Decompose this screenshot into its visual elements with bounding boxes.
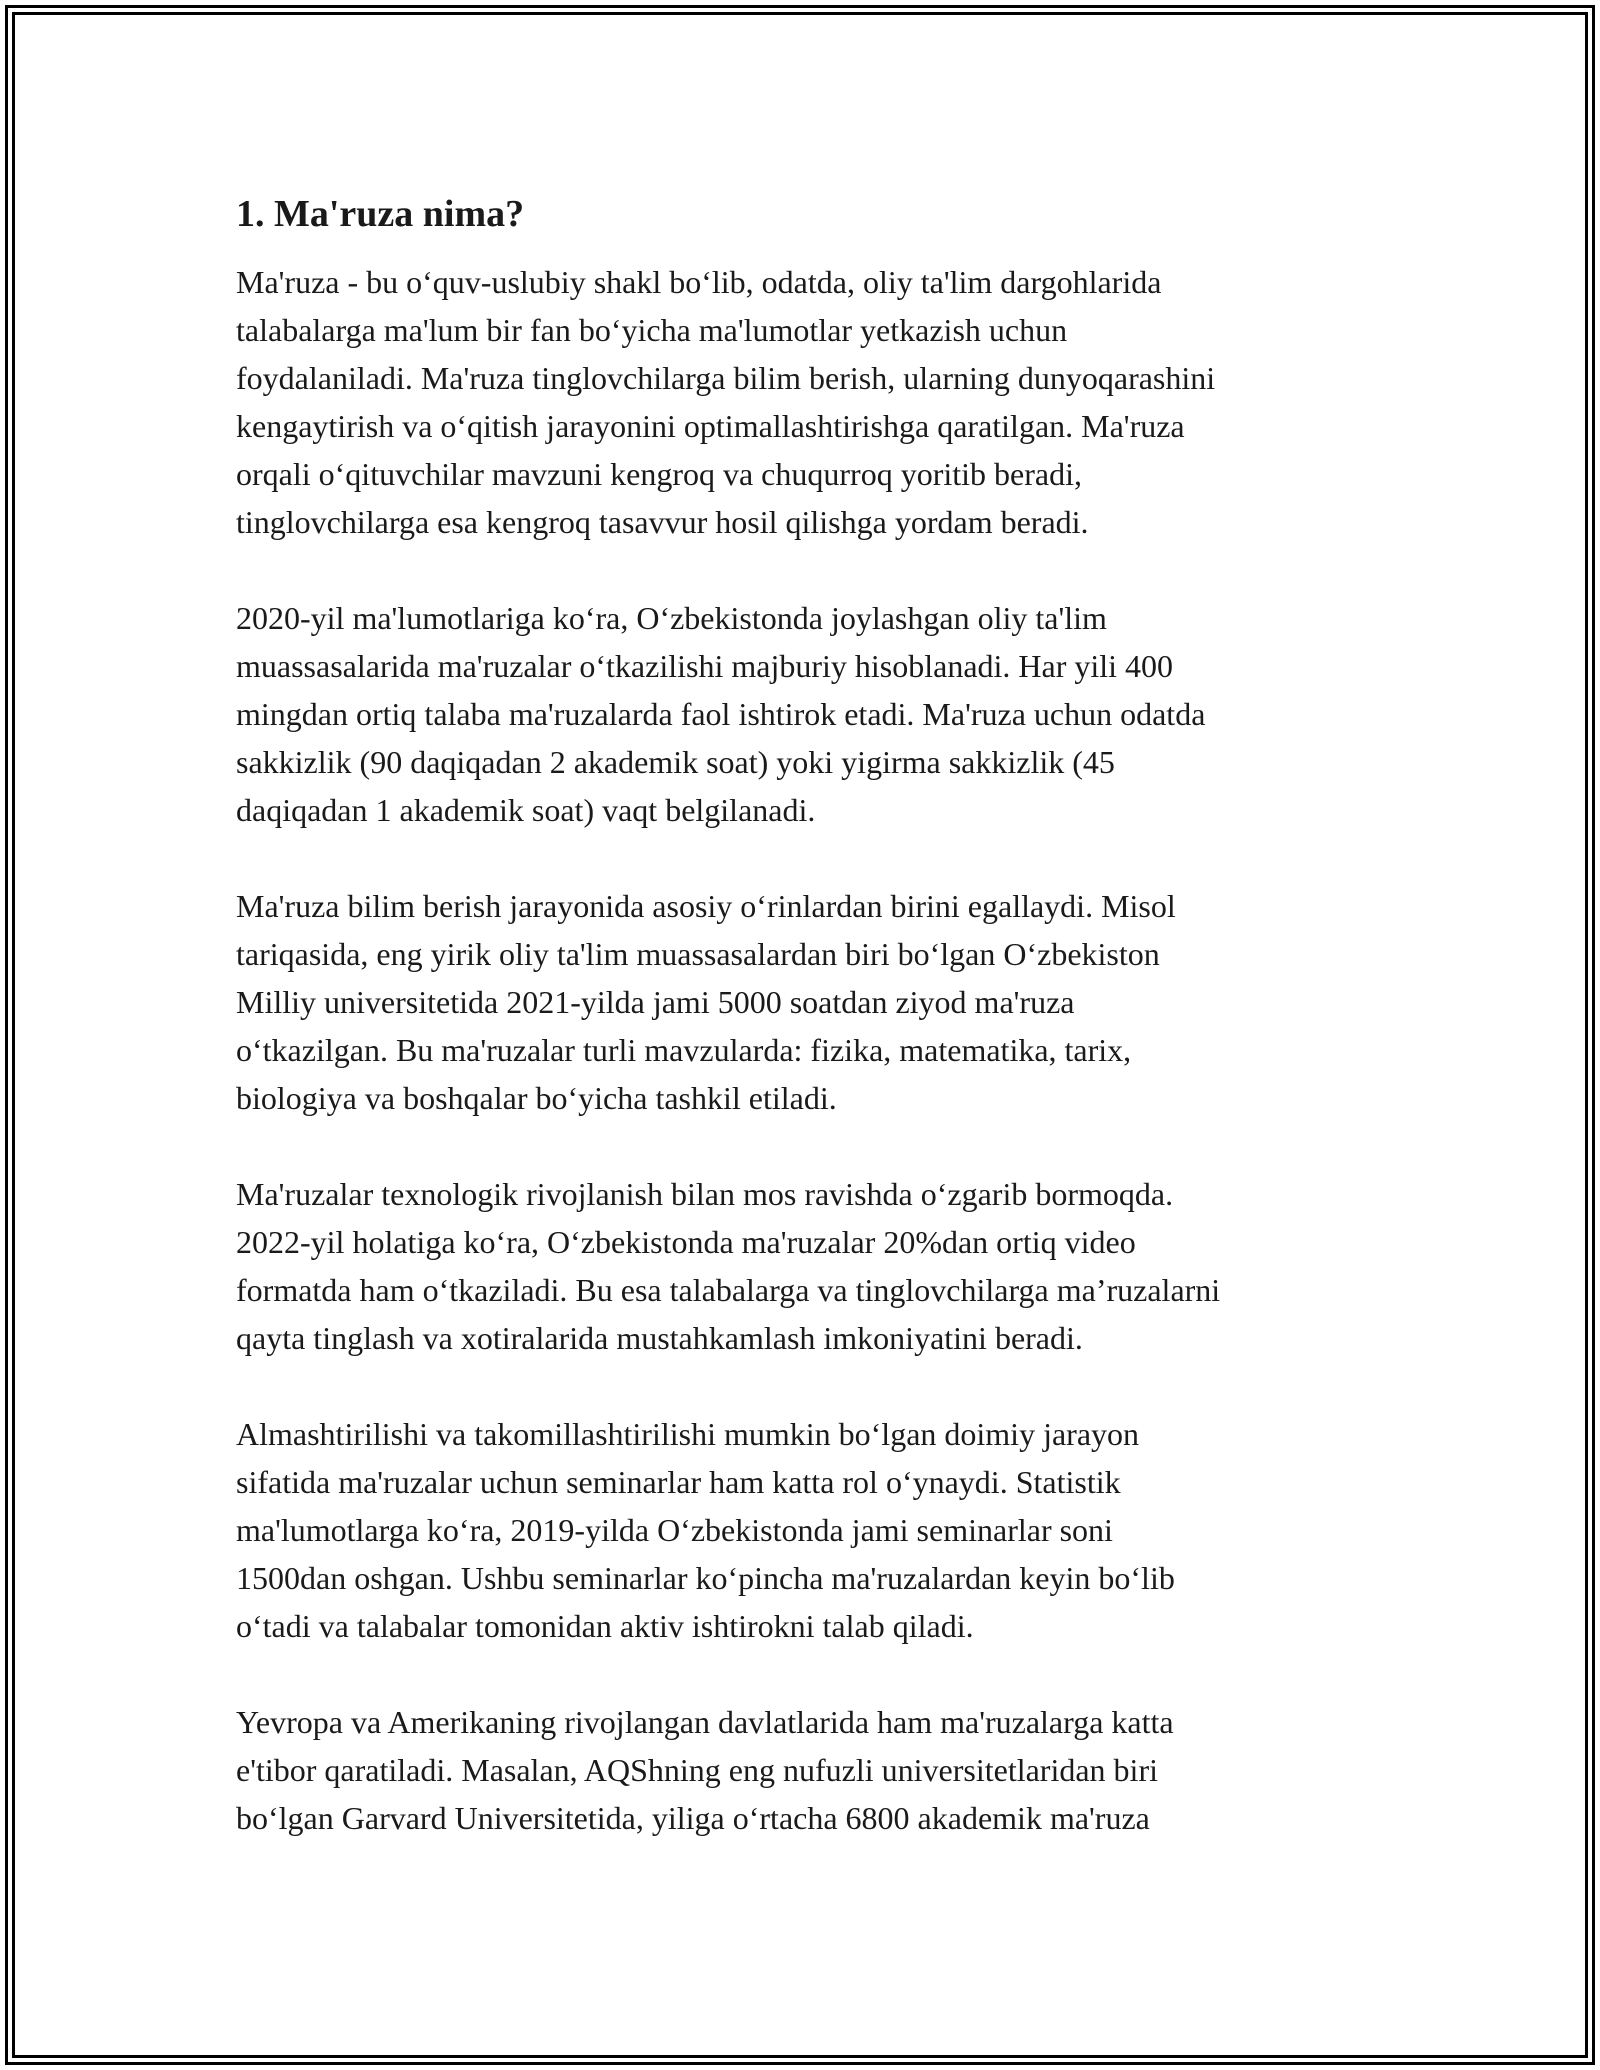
text-line: 2020-yil ma'lumotlariga ko‘ra, O‘zbekistonda joylashgan oliy ta'lim: [236, 600, 1107, 636]
text-line: e'tibor qaratiladi. Masalan, AQShning eng nufuzli universitetlaridan biri: [236, 1752, 1158, 1788]
text-line: tinglovchilarga esa kengroq tasavvur hosil qilishga yordam beradi.: [236, 504, 1089, 540]
text-line: tariqasida, eng yirik oliy ta'lim muassasalardan biri bo‘lgan O‘zbekiston: [236, 936, 1160, 972]
text-line: biologiya va boshqalar bo‘yicha tashkil etiladi.: [236, 1080, 837, 1116]
paragraph-1: [236, 258, 1376, 546]
paragraph-2: [236, 594, 1376, 834]
paragraph-6: [236, 1698, 1376, 1842]
text-line: ma'lumotlarga ko‘ra, 2019-yilda O‘zbekistonda jami seminarlar soni: [236, 1512, 1113, 1548]
text-line: Ma'ruza - bu o‘quv-uslubiy shakl bo‘lib, odatda, oliy ta'lim dargohlarida: [236, 264, 1162, 300]
text-line: formatda ham o‘tkaziladi. Bu esa talabalarga va tinglovchilarga ma’ruzalarni: [236, 1272, 1221, 1308]
text-line: 2022-yil holatiga ko‘ra, O‘zbekistonda ma'ruzalar 20%dan ortiq video: [236, 1224, 1136, 1260]
text-line: 1500dan oshgan. Ushbu seminarlar ko‘pincha ma'ruzalardan keyin bo‘lib: [236, 1560, 1175, 1596]
paragraph-4: [236, 1170, 1376, 1362]
text-line: kengaytirish va o‘qitish jarayonini optimallashtirishga qaratilgan. Ma'ruza: [236, 408, 1185, 444]
paragraph-3: [236, 882, 1376, 1122]
text-line: bo‘lgan Garvard Universitetida, yiliga o‘rtacha 6800 akademik ma'ruza: [236, 1800, 1150, 1836]
text-line: sakkizlik (90 daqiqadan 2 akademik soat) yoki yigirma sakkizlik (45: [236, 744, 1115, 780]
text-line: qayta tinglash va xotiralarida mustahkamlash imkoniyatini beradi.: [236, 1320, 1083, 1356]
text-line: daqiqadan 1 akademik soat) vaqt belgilanadi.: [236, 792, 816, 828]
text-line: Almashtirilishi va takomillashtirilishi mumkin bo‘lgan doimiy jarayon: [236, 1416, 1140, 1452]
text-line: sifatida ma'ruzalar uchun seminarlar ham katta rol o‘ynaydi. Statistik: [236, 1464, 1121, 1500]
text-line: o‘tadi va talabalar tomonidan aktiv ishtirokni talab qiladi.: [236, 1608, 974, 1644]
text-line: mingdan ortiq talaba ma'ruzalarda faol ishtirok etadi. Ma'ruza uchun odatda: [236, 696, 1206, 732]
paragraph-5: [236, 1410, 1376, 1650]
document-body: [236, 190, 1376, 1890]
text-line: Ma'ruza bilim berish jarayonida asosiy o‘rinlardan birini egallaydi. Misol: [236, 888, 1176, 924]
section-heading: 1. Ma'ruza nima?: [236, 193, 525, 235]
text-line: talabalarga ma'lum bir fan bo‘yicha ma'lumotlar yetkazish uchun: [236, 312, 1068, 348]
text-line: orqali o‘qituvchilar mavzuni kengroq va chuqurroq yoritib beradi,: [236, 456, 1082, 492]
text-line: Ma'ruzalar texnologik rivojlanish bilan mos ravishda o‘zgarib bormoqda.: [236, 1176, 1174, 1212]
text-line: muassasalarida ma'ruzalar o‘tkazilishi majburiy hisoblanadi. Har yili 400: [236, 648, 1174, 684]
text-line: o‘tkazilgan. Bu ma'ruzalar turli mavzularda: fizika, matematika, tarix,: [236, 1032, 1132, 1068]
text-line: Yevropa va Amerikaning rivojlangan davlatlarida ham ma'ruzalarga katta: [236, 1704, 1174, 1740]
text-line: Milliy universitetida 2021-yilda jami 5000 soatdan ziyod ma'ruza: [236, 984, 1075, 1020]
text-line: foydalaniladi. Ma'ruza tinglovchilarga bilim berish, ularning dunyoqarashini: [236, 360, 1216, 396]
